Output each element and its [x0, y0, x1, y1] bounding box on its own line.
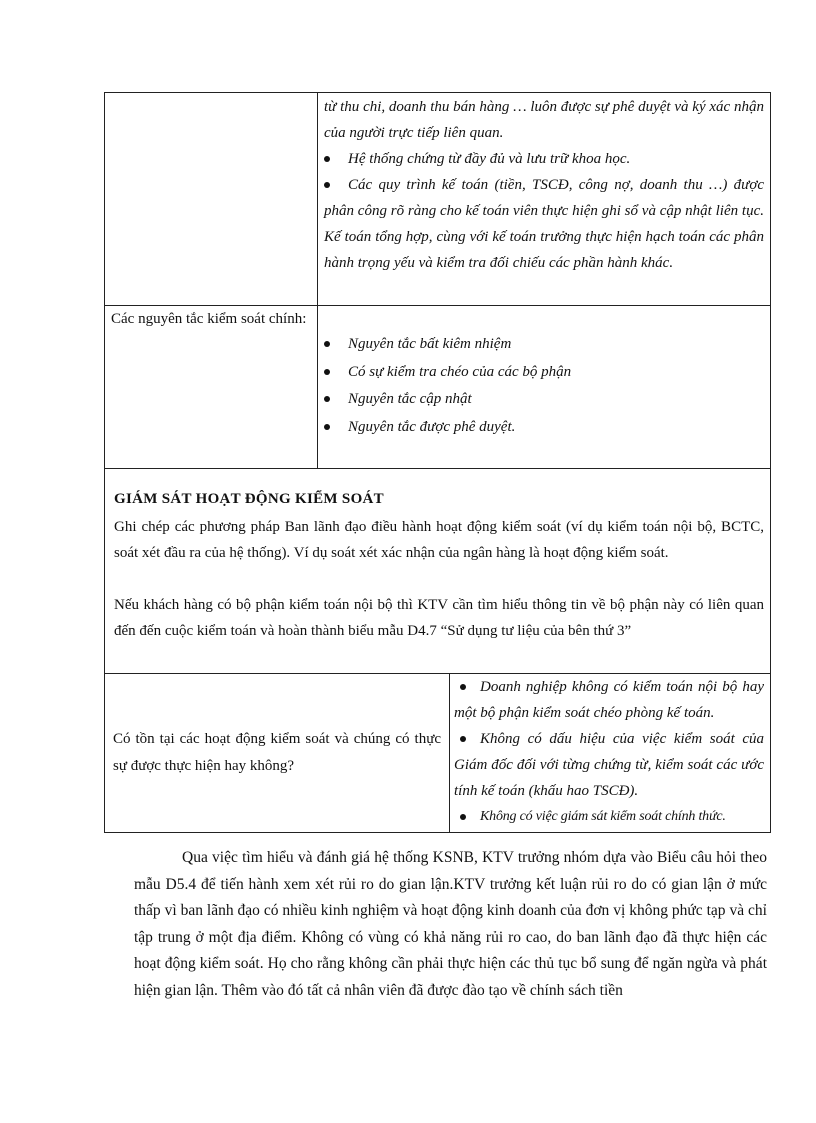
principles-bullet-list — [324, 331, 764, 441]
question-cell — [105, 674, 450, 833]
findings-bullet-list — [454, 674, 764, 830]
bullet-icon — [324, 182, 330, 188]
principles-list-cell — [318, 306, 771, 469]
bullet-icon — [324, 369, 330, 375]
list-item: Nguyên tắc được phê duyệt. — [324, 414, 764, 442]
list-item: Hệ thống chứng từ đầy đủ và lưu trữ khoa học. — [324, 146, 764, 172]
monitoring-table — [104, 673, 771, 833]
bullet-icon — [324, 424, 330, 430]
continuation-text: từ thu chi, doanh thu bán hàng … luôn được sự phê duyệt và ký xác nhận của người trực tiếp liên quan. — [324, 99, 764, 141]
table-row — [105, 674, 771, 833]
list-item: Các quy trình kế toán (tiền, TSCĐ, công nợ, doanh thu …) được phân công rõ ràng cho kế toán viên thực hiện ghi sổ và cập nhật liên tục. Kế toán tổng hợp, cùng với kế toán trưởng thực hiện hạch toán các phân hành trọng yếu và kiểm tra đối chiếu các phần hành khác. — [324, 177, 764, 271]
bullet-icon — [324, 341, 330, 347]
bullet-icon — [460, 684, 466, 690]
monitoring-paragraph: Ghi chép các phương pháp Ban lãnh đạo điều hành hoạt động kiểm soát (ví dụ kiểm toán nội bộ, BCTC, soát xét đầu ra của hệ thống). Ví dụ soát xét xác nhận của ngân hàng là hoạt động kiểm soát. — [114, 519, 764, 561]
monitoring-paragraph: Nếu khách hàng có bộ phận kiểm toán nội bộ thì KTV cần tìm hiểu thông tin về bộ phận này có liên quan đến đến cuộc kiểm toán và hoàn thành biểu mẫu D4.7 “Sử dụng tư liệu của bên thứ 3” — [114, 597, 764, 639]
monitoring-section — [104, 465, 771, 674]
conclusion-paragraph: Qua việc tìm hiểu và đánh giá hệ thống KSNB, KTV trưởng nhóm dựa vào Biểu câu hỏi theo mẫu D5.4 để tiến hành xem xét rủi ro do gian lận.KTV trưởng kết luận rủi ro do có gian lận ở mức thấp vì ban lãnh đạo có nhiều kinh nghiệm và hoạt động kinh doanh của đơn vị không phức tạp và chỉ tập trung ở một địa điểm. Không có vùng có khả năng rủi ro cao, do ban lãnh đạo đã thực hiện các hoạt động kiểm soát. Họ cho rằng không cần phải thực hiện các thủ tục bổ sung để ngăn ngừa và phát hiện gian lận. Thêm vào đó tất cả nhân viên đã được đào tạo về chính sách tiền — [134, 849, 767, 999]
bullet-icon — [460, 736, 466, 742]
principles-label-text: Các nguyên tắc kiểm soát chính: — [111, 311, 307, 327]
table-row — [105, 93, 771, 306]
list-item: Nguyên tắc cập nhật — [324, 386, 764, 414]
bullet-list — [324, 146, 764, 276]
control-activities-table — [104, 92, 771, 469]
list-item: Nguyên tắc bất kiêm nhiệm — [324, 331, 764, 359]
bullet-icon — [324, 396, 330, 402]
list-item: Không có dấu hiệu của việc kiểm soát của Giám đốc đối với từng chứng từ, kiểm soát các ước tính kế toán (khấu hao TSCĐ). — [454, 731, 764, 799]
question-text: Có tồn tại các hoạt động kiểm soát và chúng có thực sự được thực hiện hay không? — [113, 731, 441, 774]
empty-label-cell — [105, 93, 318, 306]
bullet-icon — [460, 814, 466, 820]
section-heading: GIÁM SÁT HOẠT ĐỘNG KIỂM SOÁT — [114, 491, 384, 507]
list-item: Không có việc giám sát kiểm soát chính thức. — [454, 804, 764, 830]
list-item: Doanh nghiệp không có kiểm toán nội bộ hay một bộ phận kiểm soát chéo phòng kế toán. — [454, 679, 764, 721]
control-description-cell — [318, 93, 771, 306]
findings-cell — [450, 674, 771, 833]
list-item: Có sự kiểm tra chéo của các bộ phận — [324, 359, 764, 387]
bullet-icon — [324, 156, 330, 162]
